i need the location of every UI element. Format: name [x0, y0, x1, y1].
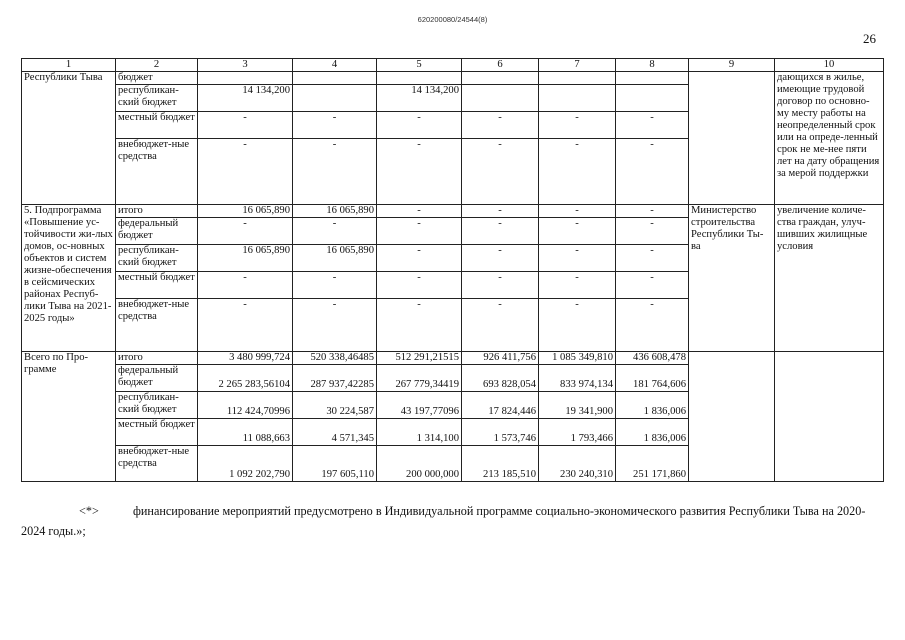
value-cell [539, 85, 616, 112]
value-cell: - [198, 112, 293, 139]
value-cell: - [462, 205, 539, 218]
value-cell: 112 424,70996 [198, 392, 293, 419]
value-cell: 1 836,006 [616, 419, 689, 446]
value-cell: 1 793,466 [539, 419, 616, 446]
value-cell: - [377, 218, 462, 245]
header-cell: 3 [198, 59, 293, 72]
value-cell: - [377, 112, 462, 139]
value-cell [462, 85, 539, 112]
measure-name: 5. Подпрограмма «Повышение ус-тойчивости жи-лых домов, ос-новных объектов и систем жизне-обеспечения в сейсмических районах Респуб-лики Тыва на 2021-2025 годы» [22, 205, 116, 352]
funding-source: местный бюджет [116, 112, 198, 139]
funding-source: федеральный бюджет [116, 218, 198, 245]
value-cell: 1 573,746 [462, 419, 539, 446]
value-cell [293, 85, 377, 112]
value-cell: - [377, 139, 462, 205]
value-cell: 197 605,110 [293, 446, 377, 482]
value-cell: 200 000,000 [377, 446, 462, 482]
value-cell [462, 72, 539, 85]
value-cell: 926 411,756 [462, 352, 539, 365]
value-cell [198, 72, 293, 85]
value-cell: 43 197,77096 [377, 392, 462, 419]
document-id: 620200080/24544(8) [417, 15, 488, 24]
financing-table [21, 58, 884, 482]
executor-cell [689, 352, 775, 482]
value-cell: 16 065,890 [198, 205, 293, 218]
footnote [21, 501, 883, 541]
value-cell [293, 72, 377, 85]
value-cell: - [462, 112, 539, 139]
value-cell: - [462, 218, 539, 245]
value-cell: - [377, 205, 462, 218]
value-cell: - [293, 139, 377, 205]
value-cell: - [616, 245, 689, 272]
value-cell [616, 72, 689, 85]
value-cell: - [616, 112, 689, 139]
value-cell: 181 764,606 [616, 365, 689, 392]
value-cell: - [462, 299, 539, 352]
funding-source: местный бюджет [116, 419, 198, 446]
funding-source: итого [116, 352, 198, 365]
value-cell: - [539, 218, 616, 245]
value-cell: 213 185,510 [462, 446, 539, 482]
value-cell: - [198, 139, 293, 205]
funding-source: бюджет [116, 72, 198, 85]
value-cell: - [377, 272, 462, 299]
value-cell: 16 065,890 [293, 245, 377, 272]
value-cell: - [616, 205, 689, 218]
result-cell: дающихся в жилье, имеющие трудовой договор по основно-му месту работы на неопределенный срок или на опреде-ленный срок не ме-нее пяти лет на дату обращения за мерой поддержки [775, 72, 884, 205]
header-cell: 4 [293, 59, 377, 72]
table-row [22, 205, 884, 218]
executor-cell: Министерство строительства Республики Ты-ва [689, 205, 775, 352]
funding-source: внебюджет-ные средства [116, 446, 198, 482]
value-cell: - [198, 272, 293, 299]
value-cell: - [539, 272, 616, 299]
value-cell: - [462, 272, 539, 299]
funding-source: республикан-ский бюджет [116, 85, 198, 112]
header-row [22, 59, 884, 72]
value-cell: - [616, 218, 689, 245]
value-cell [616, 85, 689, 112]
value-cell: - [539, 299, 616, 352]
value-cell: 30 224,587 [293, 392, 377, 419]
value-cell: - [198, 218, 293, 245]
value-cell: - [462, 139, 539, 205]
value-cell: 1 836,006 [616, 392, 689, 419]
value-cell: 1 092 202,790 [198, 446, 293, 482]
footnote-text: финансирование мероприятий предусмотрено в Индивидуальной программе социально-экономического развития Республики Тыва на 2020-2024 годы.»; [21, 504, 866, 538]
value-cell: - [198, 299, 293, 352]
value-cell: 16 065,890 [198, 245, 293, 272]
value-cell: - [293, 112, 377, 139]
value-cell: - [539, 205, 616, 218]
value-cell: - [539, 139, 616, 205]
page-number: 26 [863, 31, 876, 46]
value-cell: - [539, 245, 616, 272]
value-cell: - [293, 272, 377, 299]
value-cell: 520 338,46485 [293, 352, 377, 365]
value-cell: 267 779,34419 [377, 365, 462, 392]
value-cell: - [462, 245, 539, 272]
table-body [22, 59, 884, 482]
funding-source: местный бюджет [116, 272, 198, 299]
value-cell: 1 085 349,810 [539, 352, 616, 365]
header-cell: 7 [539, 59, 616, 72]
value-cell: - [539, 112, 616, 139]
header-cell: 6 [462, 59, 539, 72]
value-cell: - [377, 299, 462, 352]
value-cell: 4 571,345 [293, 419, 377, 446]
value-cell: 11 088,663 [198, 419, 293, 446]
header-cell: 1 [22, 59, 116, 72]
value-cell: 16 065,890 [293, 205, 377, 218]
table-row [22, 72, 884, 85]
value-cell: 14 134,200 [198, 85, 293, 112]
executor-cell [689, 72, 775, 205]
value-cell: 436 608,478 [616, 352, 689, 365]
funding-source: внебюджет-ные средства [116, 299, 198, 352]
result-cell [775, 352, 884, 482]
header-cell: 10 [775, 59, 884, 72]
value-cell [377, 72, 462, 85]
measure-name: Всего по Про-грамме [22, 352, 116, 482]
value-cell: - [293, 299, 377, 352]
value-cell: 230 240,310 [539, 446, 616, 482]
value-cell: - [616, 272, 689, 299]
value-cell: - [616, 299, 689, 352]
value-cell: 17 824,446 [462, 392, 539, 419]
value-cell: 512 291,21515 [377, 352, 462, 365]
funding-source: итого [116, 205, 198, 218]
value-cell: - [293, 218, 377, 245]
table-row [22, 352, 884, 365]
value-cell: 3 480 999,724 [198, 352, 293, 365]
funding-source: внебюджет-ные средства [116, 139, 198, 205]
measure-name: Республики Тыва [22, 72, 116, 205]
value-cell: 1 314,100 [377, 419, 462, 446]
result-cell: увеличение количе-ства граждан, улуч-шивших жилищные условия [775, 205, 884, 352]
value-cell: 833 974,134 [539, 365, 616, 392]
header-cell: 8 [616, 59, 689, 72]
value-cell: - [616, 139, 689, 205]
funding-source: республикан-ский бюджет [116, 245, 198, 272]
header-cell: 5 [377, 59, 462, 72]
value-cell: 19 341,900 [539, 392, 616, 419]
funding-source: федеральный бюджет [116, 365, 198, 392]
value-cell: 14 134,200 [377, 85, 462, 112]
header-cell: 9 [689, 59, 775, 72]
value-cell [539, 72, 616, 85]
value-cell: 251 171,860 [616, 446, 689, 482]
funding-source: республикан-ский бюджет [116, 392, 198, 419]
value-cell: 2 265 283,56104 [198, 365, 293, 392]
footnote-marker: <*> [79, 504, 99, 518]
value-cell: 287 937,42285 [293, 365, 377, 392]
value-cell: 693 828,054 [462, 365, 539, 392]
value-cell: - [377, 245, 462, 272]
header-cell: 2 [116, 59, 198, 72]
